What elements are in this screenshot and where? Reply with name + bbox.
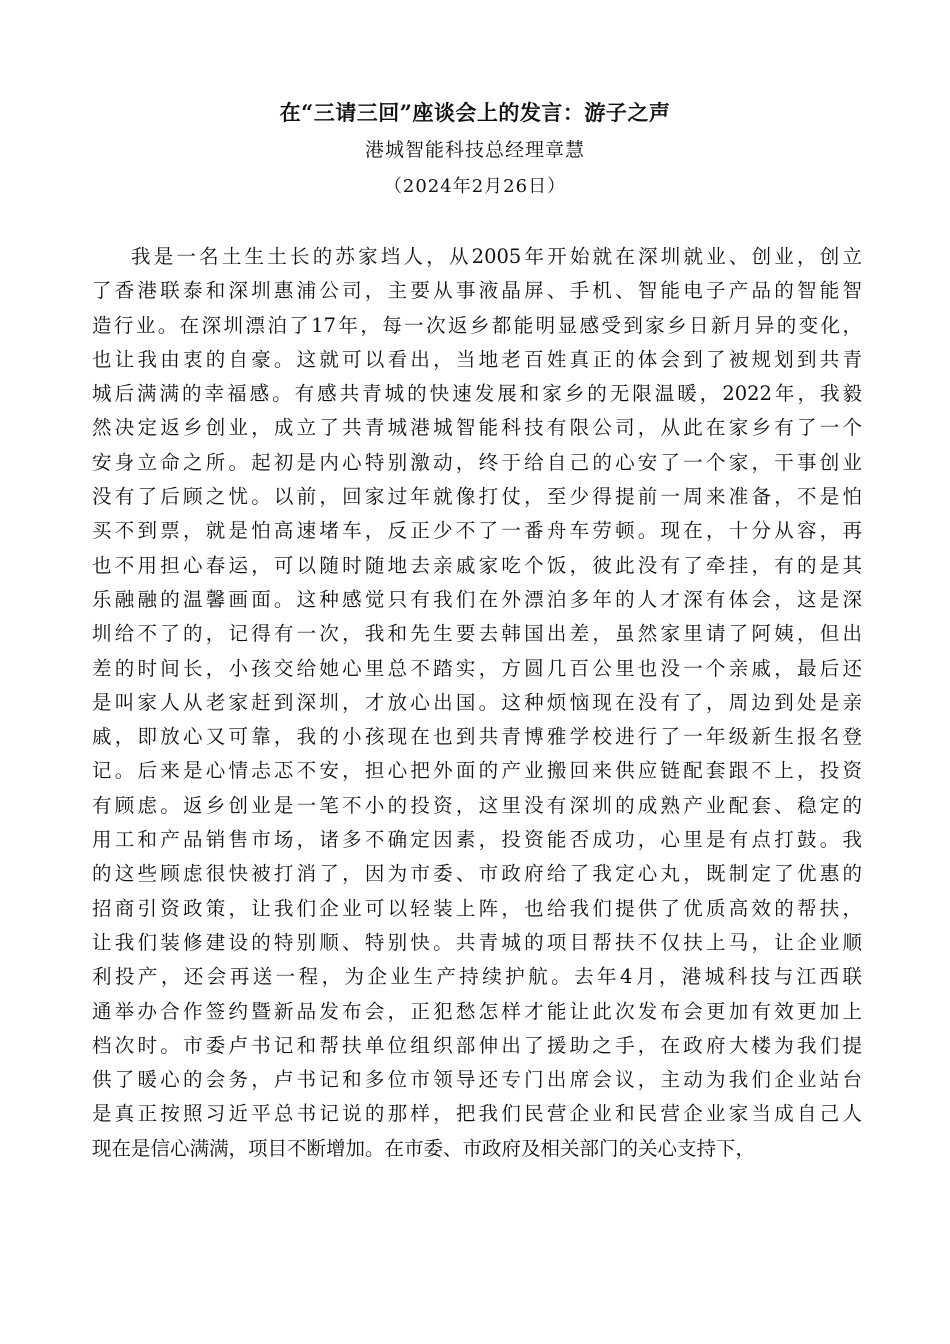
body-line: 造行业。在深圳漂泊了17年，每一次返乡都能明显感受到家乡日新月异的变化， — [92, 313, 862, 337]
body-line: 圳给不了的，记得有一次，我和先生要去韩国出差，虽然家里请了阿姨，但出 — [92, 622, 862, 646]
body-line: 是真正按照习近平总书记说的那样，把我们民营企业和民营企业家当成自己人 — [92, 1102, 862, 1126]
body-line: 然决定返乡创业，成立了共青城港城智能科技有限公司，从此在家乡有了一个 — [92, 416, 862, 440]
body-line: 了香港联泰和深圳惠浦公司，主要从事液晶屏、手机、智能电子产品的智能智 — [92, 279, 862, 303]
body-line: 安身立命之所。起初是内心特别激动，终于给自己的心安了一个家，干事创业 — [92, 450, 862, 474]
body-line: 城后满满的幸福感。有感共青城的快速发展和家乡的无限温暖，2022年，我毅 — [92, 382, 862, 406]
body-line: 差的时间长，小孩交给她心里总不踏实，方圆几百公里也没一个亲戚，最后还 — [92, 656, 862, 680]
document-title: 在“三请三回”座谈会上的发言：游子之声 — [279, 100, 671, 125]
body-line: 利投产，还会再送一程，为企业生产持续护航。去年4月，港城科技与江西联 — [92, 965, 862, 989]
body-line: 记。后来是心情忐忑不安，担心把外面的产业搬回来供应链配套跟不上，投资 — [92, 759, 862, 783]
body-line: 用工和产品销售市场，诸多不确定因素，投资能否成功，心里是有点打鼓。我 — [92, 828, 862, 852]
body-line: 也不用担心春运，可以随时随地去亲戚家吃个饭，彼此没有了牵挂，有的是其 — [92, 553, 862, 577]
body-line: 乐融融的温馨画面。这种感觉只有我们在外漂泊多年的人才深有体会，这是深 — [92, 587, 862, 611]
body-line: 招商引资政策，让我们企业可以轻装上阵，也给我们提供了优质高效的帮扶， — [92, 896, 862, 920]
body-line: 供了暖心的会务，卢书记和多位市领导还专门出席会议，主动为我们企业站台 — [92, 1068, 862, 1092]
body-line: 现在是信心满满，项目不断增加。在市委、市政府及相关部门的关心支持下， — [92, 1136, 756, 1160]
speech-body — [92, 240, 862, 1166]
body-line: 的这些顾虑很快被打消了，因为市委、市政府给了我定心丸，既制定了优惠的 — [92, 862, 862, 886]
body-line: 买不到票，就是怕高速堵车，反正少不了一番舟车劳顿。现在，十分从容，再 — [92, 519, 862, 543]
body-line: 没有了后顾之忧。以前，回家过年就像打仗，至少得提前一周来准备，不是怕 — [92, 485, 862, 509]
body-line: 档次时。市委卢书记和帮扶单位组织部伸出了援助之手，在政府大楼为我们提 — [92, 1033, 862, 1057]
body-line: 我是一名土生土长的苏家垱人，从2005年开始就在深圳就业、创业，创立 — [131, 245, 862, 268]
body-line: 是叫家人从老家赶到深圳，才放心出国。这种烦恼现在没有了，周边到处是亲 — [92, 690, 862, 714]
body-line: 戚，即放心又可靠，我的小孩现在也到共青博雅学校进行了一年级新生报名登 — [92, 725, 862, 749]
body-line: 让我们装修建设的特别顺、特别快。共青城的项目帮扶不仅扶上马，让企业顺 — [92, 930, 862, 954]
body-line: 通举办合作签约暨新品发布会，正犯愁怎样才能让此次发布会更加有效更加上 — [92, 999, 862, 1023]
body-line: 也让我由衷的自豪。这就可以看出，当地老百姓真正的体会到了被规划到共青 — [92, 347, 862, 371]
body-line: 有顾虑。返乡创业是一笔不小的投资，这里没有深圳的成熟产业配套、稳定的 — [92, 793, 862, 817]
date-line: （2024年2月26日） — [383, 176, 567, 197]
speaker-line: 港城智能科技总经理章慧 — [364, 139, 585, 161]
